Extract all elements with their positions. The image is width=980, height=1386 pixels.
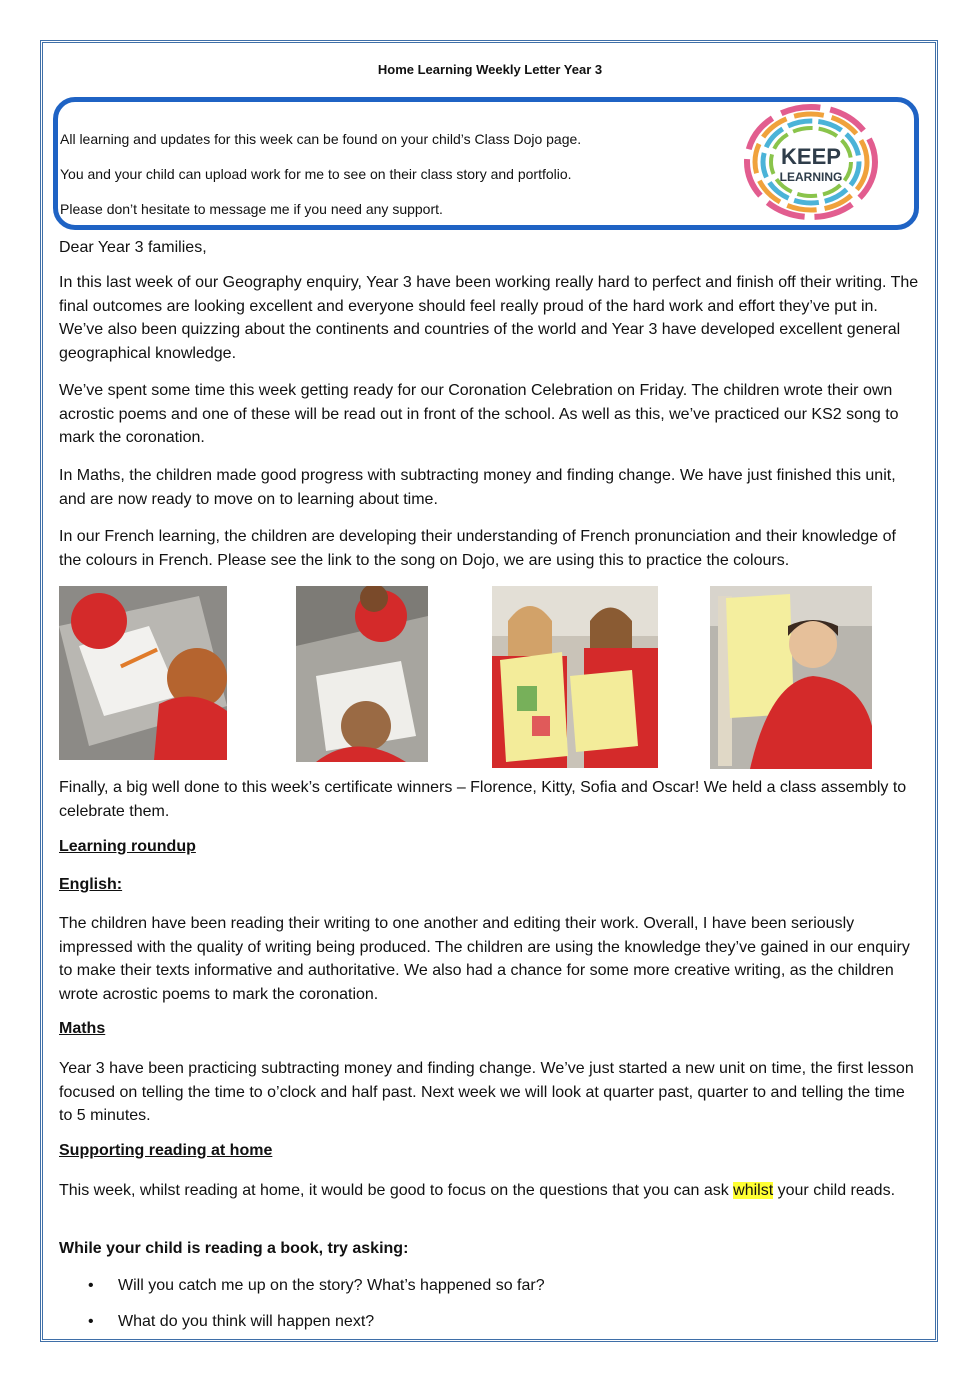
info-line-1: All learning and updates for this week can be found on your child’s Class Dojo page. [60, 131, 582, 147]
keep-learning-logo [744, 104, 878, 220]
info-line-2: You and your child can upload work for me to see on their class story and portfolio. [60, 166, 572, 182]
logo-text-keep: KEEP [781, 144, 841, 169]
reading-highlight: whilst [733, 1182, 774, 1199]
heading-maths: Maths [59, 1020, 106, 1037]
info-line-3: Please don’t hesitate to message me if you need any support. [60, 201, 443, 217]
paragraph-geography: In this last week of our Geography enquiry, Year 3 have been working really hard to perfect and finish off their writing. The final outcomes are looking excellent and everyone should feel really proud of the hard work and effort they’ve put in. We’ve also been quizzing about the continents and countries of the world and Year 3 have developed excellent general geographical knowledge. [59, 274, 919, 362]
paragraph-maths-roundup: Year 3 have been practicing subtracting money and finding change. We’ve just started a new unit on time, the first lesson focused on telling the time to o’clock and half past. Next week we will look at quarter past, quarter to and telling the time to 5 minutes. [59, 1060, 914, 1124]
paragraph-maths: In Maths, the children made good progress with subtracting money and finding change. We have just finished this unit, and are now ready to move on to learning about time. [59, 467, 896, 508]
bullet-item: Will you catch me up on the story? What’s happened so far? [118, 1277, 545, 1294]
paragraph-english: The children have been reading their writing to one another and editing their work. Overall, I have been seriously impressed with the quality of writing being produced. The children are using the knowledge they’ve gained in our enquiry to make their texts informative and authoritative. We also had a chance for some more creative writing, as the children wrote acrostic poems to mark the coronation. [59, 915, 910, 1003]
heading-learning-roundup: Learning roundup [59, 838, 196, 855]
logo-text-learning: LEARNING [779, 170, 843, 184]
reading-text-before: This week, whilst reading at home, it would be good to focus on the questions that you can ask [59, 1182, 734, 1199]
bullet-item: What do you think will happen next? [118, 1313, 375, 1330]
heading-supporting-reading: Supporting reading at home [59, 1142, 273, 1159]
photo-girls-posters [492, 586, 658, 768]
bullet-icon: • [88, 1313, 94, 1330]
bullet-icon: • [88, 1277, 94, 1294]
photo-children-drawing-1 [59, 586, 227, 760]
paragraph-reading [59, 1179, 921, 1203]
reading-text-after: your child reads. [773, 1182, 896, 1199]
paragraph-certificate: Finally, a big well done to this week’s certificate winners – Florence, Kitty, Sofia and Oscar! We held a class assembly to celebrate them. [59, 779, 907, 820]
reading-prompt: While your child is reading a book, try asking: [59, 1240, 409, 1257]
greeting: Dear Year 3 families, [59, 239, 207, 256]
photo-boy-poster [710, 586, 872, 769]
heading-english: English: [59, 876, 123, 893]
paragraph-coronation: We’ve spent some time this week getting ready for our Coronation Celebration on Friday. The children wrote their own acrostic poems and one of these will be read out in front of the school. As well as this, we’ve practiced our KS2 song to mark the coronation. [59, 382, 899, 446]
letter-title: Home Learning Weekly Letter Year 3 [377, 62, 603, 77]
photo-children-drawing-2 [296, 586, 428, 762]
paragraph-french: In our French learning, the children are developing their understanding of French pronunciation and their knowledge of the colours in French. Please see the link to the song on Dojo, we are using this to practice the colours. [59, 528, 896, 569]
